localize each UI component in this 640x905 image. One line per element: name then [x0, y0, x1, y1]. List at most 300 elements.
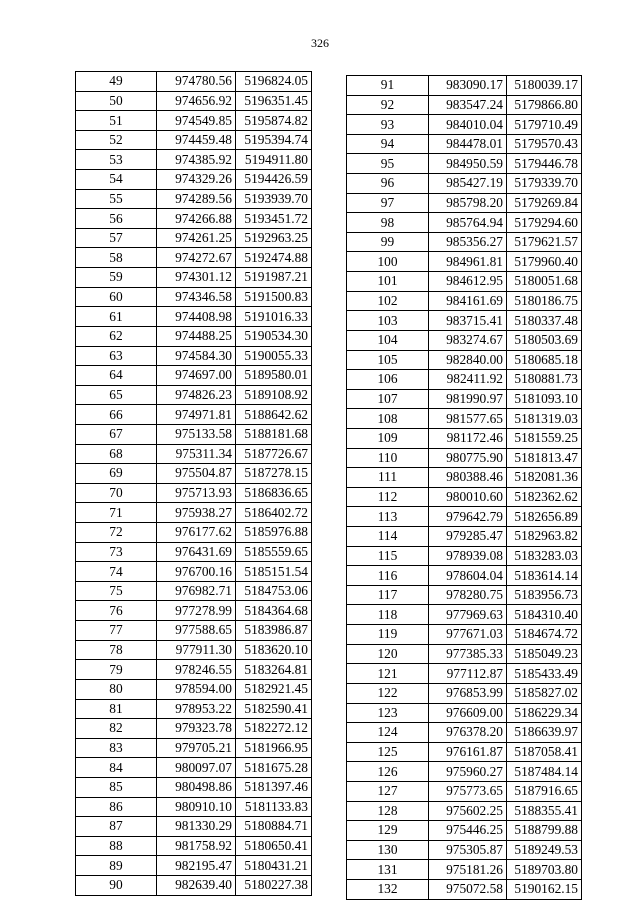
y-coordinate-cell: 5185559.65 — [236, 542, 312, 562]
table-row — [347, 801, 582, 821]
x-coordinate-cell: 974697.00 — [157, 366, 236, 386]
point-number-cell: 59 — [76, 268, 157, 288]
y-coordinate-cell: 5180039.17 — [507, 76, 582, 96]
y-coordinate-cell: 5179710.49 — [507, 115, 582, 135]
x-coordinate-cell: 976378.20 — [429, 723, 507, 743]
table-row — [76, 777, 312, 797]
table-row — [76, 503, 312, 523]
point-number-cell: 58 — [76, 248, 157, 268]
point-number-cell: 108 — [347, 409, 429, 429]
x-coordinate-cell: 980498.86 — [157, 777, 236, 797]
table-row — [347, 389, 582, 409]
y-coordinate-cell: 5191987.21 — [236, 268, 312, 288]
y-coordinate-cell: 5179339.70 — [507, 174, 582, 194]
table-row — [347, 664, 582, 684]
table-row — [347, 448, 582, 468]
table-row — [76, 875, 312, 895]
y-coordinate-cell: 5188799.88 — [507, 821, 582, 841]
point-number-cell: 62 — [76, 326, 157, 346]
y-coordinate-cell: 5181319.03 — [507, 409, 582, 429]
point-number-cell: 61 — [76, 307, 157, 327]
table-row — [76, 130, 312, 150]
x-coordinate-cell: 974780.56 — [157, 72, 236, 92]
x-coordinate-cell: 974301.12 — [157, 268, 236, 288]
y-coordinate-cell: 5195874.82 — [236, 111, 312, 131]
table-row — [76, 346, 312, 366]
point-number-cell: 104 — [347, 330, 429, 350]
x-coordinate-cell: 976853.99 — [429, 683, 507, 703]
x-coordinate-cell: 977969.63 — [429, 605, 507, 625]
table-row — [76, 248, 312, 268]
table-row — [76, 719, 312, 739]
table-row — [76, 640, 312, 660]
x-coordinate-cell: 979323.78 — [157, 719, 236, 739]
y-coordinate-cell: 5184310.40 — [507, 605, 582, 625]
x-coordinate-cell: 977385.33 — [429, 644, 507, 664]
y-coordinate-cell: 5184674.72 — [507, 625, 582, 645]
table-row — [347, 625, 582, 645]
y-coordinate-cell: 5188355.41 — [507, 801, 582, 821]
x-coordinate-cell: 980910.10 — [157, 797, 236, 817]
table-row — [347, 507, 582, 527]
point-number-cell: 101 — [347, 272, 429, 292]
table-row — [76, 621, 312, 641]
point-number-cell: 64 — [76, 366, 157, 386]
point-number-cell: 57 — [76, 228, 157, 248]
table-row — [347, 723, 582, 743]
point-number-cell: 130 — [347, 840, 429, 860]
x-coordinate-cell: 984950.59 — [429, 154, 507, 174]
point-number-cell: 113 — [347, 507, 429, 527]
point-number-cell: 51 — [76, 111, 157, 131]
x-coordinate-cell: 980097.07 — [157, 758, 236, 778]
point-number-cell: 124 — [347, 723, 429, 743]
y-coordinate-cell: 5180051.68 — [507, 272, 582, 292]
point-number-cell: 66 — [76, 405, 157, 425]
table-row — [76, 738, 312, 758]
point-number-cell: 84 — [76, 758, 157, 778]
y-coordinate-cell: 5187484.14 — [507, 762, 582, 782]
x-coordinate-cell: 974826.23 — [157, 385, 236, 405]
point-number-cell: 53 — [76, 150, 157, 170]
x-coordinate-cell: 984161.69 — [429, 291, 507, 311]
y-coordinate-cell: 5183956.73 — [507, 585, 582, 605]
x-coordinate-cell: 974266.88 — [157, 209, 236, 229]
table-row — [76, 170, 312, 190]
point-number-cell: 79 — [76, 660, 157, 680]
x-coordinate-cell: 978604.04 — [429, 566, 507, 586]
y-coordinate-cell: 5180186.75 — [507, 291, 582, 311]
y-coordinate-cell: 5190162.15 — [507, 879, 582, 899]
x-coordinate-cell: 975960.27 — [429, 762, 507, 782]
y-coordinate-cell: 5194426.59 — [236, 170, 312, 190]
table-row — [347, 742, 582, 762]
table-row — [347, 291, 582, 311]
point-number-cell: 125 — [347, 742, 429, 762]
x-coordinate-cell: 974272.67 — [157, 248, 236, 268]
x-coordinate-cell: 975133.58 — [157, 424, 236, 444]
point-number-cell: 90 — [76, 875, 157, 895]
y-coordinate-cell: 5181559.25 — [507, 428, 582, 448]
x-coordinate-cell: 978953.22 — [157, 699, 236, 719]
y-coordinate-cell: 5180650.41 — [236, 836, 312, 856]
x-coordinate-cell: 974385.92 — [157, 150, 236, 170]
point-number-cell: 87 — [76, 817, 157, 837]
table-row — [76, 856, 312, 876]
point-number-cell: 74 — [76, 562, 157, 582]
point-number-cell: 88 — [76, 836, 157, 856]
x-coordinate-cell: 976177.62 — [157, 523, 236, 543]
x-coordinate-cell: 983274.67 — [429, 330, 507, 350]
page-number: 326 — [311, 36, 329, 50]
point-number-cell: 69 — [76, 464, 157, 484]
x-coordinate-cell: 982411.92 — [429, 370, 507, 390]
y-coordinate-cell: 5191016.33 — [236, 307, 312, 327]
point-number-cell: 75 — [76, 581, 157, 601]
y-coordinate-cell: 5181093.10 — [507, 389, 582, 409]
table-row — [76, 424, 312, 444]
table-row — [347, 860, 582, 880]
y-coordinate-cell: 5182963.82 — [507, 527, 582, 547]
point-number-cell: 68 — [76, 444, 157, 464]
point-number-cell: 129 — [347, 821, 429, 841]
x-coordinate-cell: 978246.55 — [157, 660, 236, 680]
table-row — [347, 468, 582, 488]
y-coordinate-cell: 5183283.03 — [507, 546, 582, 566]
table-row — [76, 111, 312, 131]
x-coordinate-cell: 977278.99 — [157, 601, 236, 621]
y-coordinate-cell: 5179446.78 — [507, 154, 582, 174]
y-coordinate-cell: 5192474.88 — [236, 248, 312, 268]
y-coordinate-cell: 5186402.72 — [236, 503, 312, 523]
table-row — [76, 72, 312, 92]
point-number-cell: 103 — [347, 311, 429, 331]
point-number-cell: 76 — [76, 601, 157, 621]
table-row — [347, 330, 582, 350]
table-row — [347, 605, 582, 625]
y-coordinate-cell: 5179960.40 — [507, 252, 582, 272]
point-number-cell: 98 — [347, 213, 429, 233]
x-coordinate-cell: 982840.00 — [429, 350, 507, 370]
x-coordinate-cell: 981172.46 — [429, 428, 507, 448]
y-coordinate-cell: 5181133.83 — [236, 797, 312, 817]
y-coordinate-cell: 5183620.10 — [236, 640, 312, 660]
x-coordinate-cell: 985798.20 — [429, 193, 507, 213]
y-coordinate-cell: 5189580.01 — [236, 366, 312, 386]
x-coordinate-cell: 985764.94 — [429, 213, 507, 233]
table-row — [76, 758, 312, 778]
table-row — [76, 209, 312, 229]
point-number-cell: 100 — [347, 252, 429, 272]
point-number-cell: 126 — [347, 762, 429, 782]
table-row — [347, 232, 582, 252]
y-coordinate-cell: 5180881.73 — [507, 370, 582, 390]
table-row — [347, 115, 582, 135]
point-number-cell: 107 — [347, 389, 429, 409]
table-row — [347, 409, 582, 429]
point-number-cell: 82 — [76, 719, 157, 739]
y-coordinate-cell: 5183986.87 — [236, 621, 312, 641]
x-coordinate-cell: 975311.34 — [157, 444, 236, 464]
table-row — [76, 228, 312, 248]
point-number-cell: 121 — [347, 664, 429, 684]
y-coordinate-cell: 5180503.69 — [507, 330, 582, 350]
x-coordinate-cell: 975072.58 — [429, 879, 507, 899]
point-number-cell: 72 — [76, 523, 157, 543]
point-number-cell: 111 — [347, 468, 429, 488]
point-number-cell: 56 — [76, 209, 157, 229]
point-number-cell: 132 — [347, 879, 429, 899]
y-coordinate-cell: 5187726.67 — [236, 444, 312, 464]
table-row — [347, 370, 582, 390]
point-number-cell: 54 — [76, 170, 157, 190]
y-coordinate-cell: 5182362.62 — [507, 487, 582, 507]
x-coordinate-cell: 974289.56 — [157, 189, 236, 209]
point-number-cell: 85 — [76, 777, 157, 797]
x-coordinate-cell: 977911.30 — [157, 640, 236, 660]
y-coordinate-cell: 5179866.80 — [507, 95, 582, 115]
y-coordinate-cell: 5185976.88 — [236, 523, 312, 543]
table-row — [76, 326, 312, 346]
y-coordinate-cell: 5189703.80 — [507, 860, 582, 880]
y-coordinate-cell: 5183614.14 — [507, 566, 582, 586]
x-coordinate-cell: 979642.79 — [429, 507, 507, 527]
table-row — [76, 307, 312, 327]
table-row — [347, 683, 582, 703]
y-coordinate-cell: 5184364.68 — [236, 601, 312, 621]
x-coordinate-cell: 981990.97 — [429, 389, 507, 409]
table-row — [347, 272, 582, 292]
point-number-cell: 73 — [76, 542, 157, 562]
x-coordinate-cell: 984961.81 — [429, 252, 507, 272]
y-coordinate-cell: 5195394.74 — [236, 130, 312, 150]
x-coordinate-cell: 975446.25 — [429, 821, 507, 841]
y-coordinate-cell: 5186836.65 — [236, 483, 312, 503]
y-coordinate-cell: 5180337.48 — [507, 311, 582, 331]
x-coordinate-cell: 981330.29 — [157, 817, 236, 837]
x-coordinate-cell: 984478.01 — [429, 134, 507, 154]
table-row — [76, 464, 312, 484]
x-coordinate-cell: 983547.24 — [429, 95, 507, 115]
table-row — [347, 252, 582, 272]
point-number-cell: 92 — [347, 95, 429, 115]
x-coordinate-cell: 983715.41 — [429, 311, 507, 331]
x-coordinate-cell: 980388.46 — [429, 468, 507, 488]
point-number-cell: 106 — [347, 370, 429, 390]
point-number-cell: 119 — [347, 625, 429, 645]
x-coordinate-cell: 976609.00 — [429, 703, 507, 723]
x-coordinate-cell: 974656.92 — [157, 91, 236, 111]
x-coordinate-cell: 975504.87 — [157, 464, 236, 484]
point-number-cell: 110 — [347, 448, 429, 468]
x-coordinate-cell: 983090.17 — [429, 76, 507, 96]
x-coordinate-cell: 979705.21 — [157, 738, 236, 758]
y-coordinate-cell: 5182921.45 — [236, 679, 312, 699]
y-coordinate-cell: 5190534.30 — [236, 326, 312, 346]
y-coordinate-cell: 5187916.65 — [507, 781, 582, 801]
point-number-cell: 71 — [76, 503, 157, 523]
y-coordinate-cell: 5192963.25 — [236, 228, 312, 248]
y-coordinate-cell: 5185049.23 — [507, 644, 582, 664]
y-coordinate-cell: 5180685.18 — [507, 350, 582, 370]
x-coordinate-cell: 975181.26 — [429, 860, 507, 880]
y-coordinate-cell: 5183264.81 — [236, 660, 312, 680]
y-coordinate-cell: 5179621.57 — [507, 232, 582, 252]
point-number-cell: 109 — [347, 428, 429, 448]
table-row — [347, 821, 582, 841]
table-row — [347, 703, 582, 723]
x-coordinate-cell: 975602.25 — [429, 801, 507, 821]
y-coordinate-cell: 5180431.21 — [236, 856, 312, 876]
x-coordinate-cell: 976982.71 — [157, 581, 236, 601]
point-number-cell: 55 — [76, 189, 157, 209]
x-coordinate-cell: 980775.90 — [429, 448, 507, 468]
point-number-cell: 105 — [347, 350, 429, 370]
table-row — [76, 660, 312, 680]
x-coordinate-cell: 974549.85 — [157, 111, 236, 131]
point-number-cell: 116 — [347, 566, 429, 586]
x-coordinate-cell: 977588.65 — [157, 621, 236, 641]
point-number-cell: 99 — [347, 232, 429, 252]
y-coordinate-cell: 5196824.05 — [236, 72, 312, 92]
x-coordinate-cell: 974261.25 — [157, 228, 236, 248]
table-row — [347, 487, 582, 507]
x-coordinate-cell: 976700.16 — [157, 562, 236, 582]
table-row — [76, 679, 312, 699]
y-coordinate-cell: 5180227.38 — [236, 875, 312, 895]
y-coordinate-cell: 5194911.80 — [236, 150, 312, 170]
table-row — [76, 385, 312, 405]
point-number-cell: 78 — [76, 640, 157, 660]
point-number-cell: 83 — [76, 738, 157, 758]
point-number-cell: 95 — [347, 154, 429, 174]
x-coordinate-cell: 975305.87 — [429, 840, 507, 860]
y-coordinate-cell: 5181966.95 — [236, 738, 312, 758]
x-coordinate-cell: 974488.25 — [157, 326, 236, 346]
y-coordinate-cell: 5193451.72 — [236, 209, 312, 229]
y-coordinate-cell: 5193939.70 — [236, 189, 312, 209]
table-row — [347, 762, 582, 782]
y-coordinate-cell: 5185827.02 — [507, 683, 582, 703]
table-row — [76, 601, 312, 621]
y-coordinate-cell: 5182081.36 — [507, 468, 582, 488]
y-coordinate-cell: 5189249.53 — [507, 840, 582, 860]
x-coordinate-cell: 977671.03 — [429, 625, 507, 645]
x-coordinate-cell: 982639.40 — [157, 875, 236, 895]
table-row — [76, 797, 312, 817]
x-coordinate-cell: 976161.87 — [429, 742, 507, 762]
y-coordinate-cell: 5187278.15 — [236, 464, 312, 484]
y-coordinate-cell: 5188642.62 — [236, 405, 312, 425]
x-coordinate-cell: 975713.93 — [157, 483, 236, 503]
table-row — [76, 444, 312, 464]
point-number-cell: 122 — [347, 683, 429, 703]
x-coordinate-cell: 974971.81 — [157, 405, 236, 425]
point-number-cell: 93 — [347, 115, 429, 135]
table-row — [76, 817, 312, 837]
point-number-cell: 80 — [76, 679, 157, 699]
point-number-cell: 131 — [347, 860, 429, 880]
x-coordinate-cell: 985427.19 — [429, 174, 507, 194]
table-row — [347, 193, 582, 213]
table-row — [347, 76, 582, 96]
y-coordinate-cell: 5190055.33 — [236, 346, 312, 366]
point-number-cell: 60 — [76, 287, 157, 307]
x-coordinate-cell: 980010.60 — [429, 487, 507, 507]
table-row — [76, 699, 312, 719]
point-number-cell: 77 — [76, 621, 157, 641]
point-number-cell: 81 — [76, 699, 157, 719]
x-coordinate-cell: 981577.65 — [429, 409, 507, 429]
point-number-cell: 127 — [347, 781, 429, 801]
table-row — [76, 405, 312, 425]
y-coordinate-cell: 5196351.45 — [236, 91, 312, 111]
table-row — [76, 523, 312, 543]
point-number-cell: 94 — [347, 134, 429, 154]
table-row — [76, 91, 312, 111]
y-coordinate-cell: 5185433.49 — [507, 664, 582, 684]
table-row — [347, 566, 582, 586]
x-coordinate-cell: 974408.98 — [157, 307, 236, 327]
point-number-cell: 96 — [347, 174, 429, 194]
y-coordinate-cell: 5182590.41 — [236, 699, 312, 719]
y-coordinate-cell: 5184753.06 — [236, 581, 312, 601]
x-coordinate-cell: 978594.00 — [157, 679, 236, 699]
x-coordinate-cell: 975938.27 — [157, 503, 236, 523]
coordinate-table-right-body — [347, 76, 582, 900]
table-row — [76, 150, 312, 170]
x-coordinate-cell: 982195.47 — [157, 856, 236, 876]
y-coordinate-cell: 5186229.34 — [507, 703, 582, 723]
point-number-cell: 128 — [347, 801, 429, 821]
y-coordinate-cell: 5179294.60 — [507, 213, 582, 233]
point-number-cell: 118 — [347, 605, 429, 625]
point-number-cell: 112 — [347, 487, 429, 507]
y-coordinate-cell: 5181675.28 — [236, 758, 312, 778]
point-number-cell: 123 — [347, 703, 429, 723]
table-row — [76, 562, 312, 582]
x-coordinate-cell: 976431.69 — [157, 542, 236, 562]
x-coordinate-cell: 974346.58 — [157, 287, 236, 307]
table-row — [347, 644, 582, 664]
table-row — [76, 836, 312, 856]
y-coordinate-cell: 5188181.68 — [236, 424, 312, 444]
y-coordinate-cell: 5191500.83 — [236, 287, 312, 307]
point-number-cell: 86 — [76, 797, 157, 817]
point-number-cell: 97 — [347, 193, 429, 213]
table-row — [347, 781, 582, 801]
table-row — [347, 134, 582, 154]
x-coordinate-cell: 975773.65 — [429, 781, 507, 801]
y-coordinate-cell: 5187058.41 — [507, 742, 582, 762]
y-coordinate-cell: 5182656.89 — [507, 507, 582, 527]
table-row — [76, 542, 312, 562]
point-number-cell: 117 — [347, 585, 429, 605]
table-row — [76, 268, 312, 288]
y-coordinate-cell: 5179269.84 — [507, 193, 582, 213]
table-row — [76, 287, 312, 307]
x-coordinate-cell: 981758.92 — [157, 836, 236, 856]
table-row — [347, 879, 582, 899]
table-row — [76, 366, 312, 386]
y-coordinate-cell: 5189108.92 — [236, 385, 312, 405]
table-row — [347, 154, 582, 174]
table-row — [347, 585, 582, 605]
table-row — [347, 174, 582, 194]
point-number-cell: 120 — [347, 644, 429, 664]
table-row — [76, 189, 312, 209]
x-coordinate-cell: 974584.30 — [157, 346, 236, 366]
